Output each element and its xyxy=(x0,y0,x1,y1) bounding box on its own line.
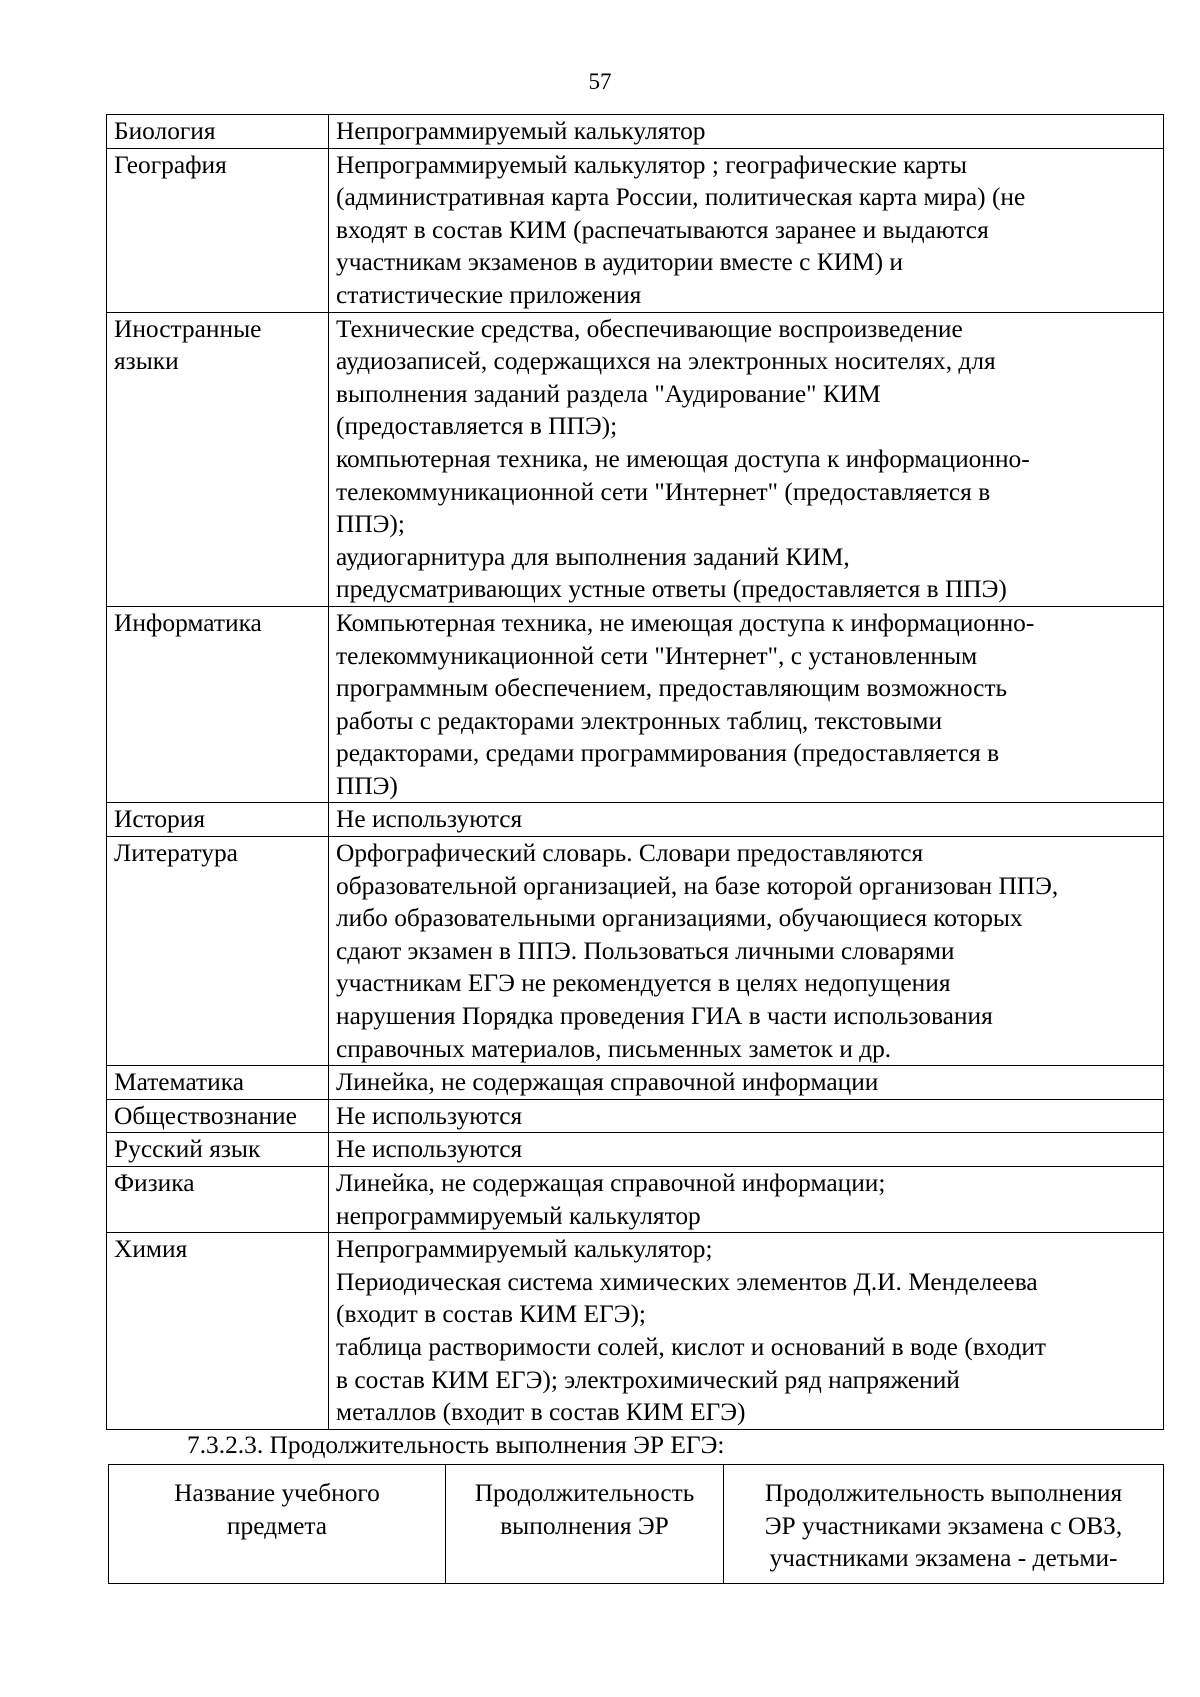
cell-text-line: компьютерная техника, не имеющая доступа к информационно- xyxy=(336,444,1030,473)
cell-text-line: металлов (входит в состав КИМ ЕГЭ) xyxy=(336,1398,746,1427)
cell-text-line: Технические средства, обеспечивающие воспроизведение xyxy=(336,314,963,343)
cell-text-line: аудиозаписей, содержащихся на электронных носителях, для xyxy=(336,347,996,376)
materials-cell xyxy=(329,312,1164,606)
table-row xyxy=(107,1066,1164,1100)
table-row xyxy=(107,1099,1164,1133)
cell-text-line: работы с редакторами электронных таблиц, текстовыми xyxy=(336,706,943,735)
subject-cell xyxy=(107,803,329,837)
cell-text-line: программным обеспечением, предоставляющим возможность xyxy=(336,674,1008,703)
cell-text-line: ППЭ) xyxy=(336,771,398,800)
cell-text-line: История xyxy=(114,805,206,834)
cell-text-line: участниками экзамена - детьми- xyxy=(769,1544,1118,1573)
cell-text-line: Русский язык xyxy=(114,1135,261,1164)
cell-text-line: Химия xyxy=(114,1235,188,1264)
exam-duration-table xyxy=(108,1464,1164,1584)
table-row xyxy=(107,1133,1164,1167)
cell-text-line: Непрограммируемый калькулятор; xyxy=(336,1235,713,1264)
table-row xyxy=(107,115,1164,149)
subject-cell xyxy=(107,115,329,149)
cell-text-line: выполнения ЭР xyxy=(500,1511,669,1540)
table-row xyxy=(107,312,1164,606)
materials-cell xyxy=(329,606,1164,803)
cell-text-line: Не используются xyxy=(336,1101,523,1130)
cell-text-line: статистические приложения xyxy=(336,280,642,309)
cell-text-line: (административная карта России, политическая карта мира) (не xyxy=(336,183,1026,212)
cell-text-line: Не используются xyxy=(336,805,523,834)
cell-text-line: (входит в состав КИМ ЕГЭ); xyxy=(336,1300,646,1329)
cell-text-line: либо образовательными организациями, обучающиеся которых xyxy=(336,904,1023,933)
cell-text-line: Компьютерная техника, не имеющая доступа к информационно- xyxy=(336,608,1035,637)
cell-text-line: ППЭ); xyxy=(336,510,405,539)
cell-text-line: Иностранные xyxy=(114,314,262,343)
cell-text-line: справочных материалов, письменных заметок и др. xyxy=(336,1034,892,1063)
cell-text-line: Математика xyxy=(114,1068,244,1097)
cell-text-line: предмета xyxy=(226,1511,328,1540)
cell-text-line: участникам ЕГЭ не рекомендуется в целях недопущения xyxy=(336,969,951,998)
cell-text-line: Орфографический словарь. Словари предоставляются xyxy=(336,839,924,868)
duration-header-cell xyxy=(109,1465,446,1584)
cell-text-line: непрограммируемый калькулятор xyxy=(336,1201,701,1230)
subject-cell xyxy=(107,1233,329,1430)
cell-text-line: нарушения Порядка проведения ГИА в части использования xyxy=(336,1002,993,1031)
subject-cell xyxy=(107,1133,329,1167)
cell-text-line: Информатика xyxy=(114,608,262,637)
cell-text-line: Непрограммируемый калькулятор ; географические карты xyxy=(336,150,967,179)
table-row xyxy=(107,1167,1164,1233)
exam-materials-table xyxy=(106,114,1164,1430)
cell-text-line: Не используются xyxy=(336,1135,523,1164)
table-row xyxy=(107,837,1164,1066)
exam-materials-table-body xyxy=(107,115,1164,1430)
duration-header-cell xyxy=(446,1465,724,1584)
subject-cell xyxy=(107,1099,329,1133)
materials-cell xyxy=(329,837,1164,1066)
cell-text-line: входят в состав КИМ (распечатываются заранее и выдаются xyxy=(336,215,989,244)
cell-text-line: аудиогарнитура для выполнения заданий КИМ, xyxy=(336,542,850,571)
section-heading: 7.3.2.3. Продолжительность выполнения ЭР ЕГЭ: xyxy=(187,1431,725,1459)
materials-cell xyxy=(329,115,1164,149)
materials-cell xyxy=(329,1167,1164,1233)
table-row xyxy=(107,1233,1164,1430)
duration-header-cell xyxy=(724,1465,1164,1584)
cell-text-line: Биология xyxy=(114,117,216,145)
subject-cell xyxy=(107,837,329,1066)
cell-text-line: в состав КИМ ЕГЭ); электрохимический ряд напряжений xyxy=(336,1365,960,1394)
subject-cell xyxy=(107,1167,329,1233)
cell-text-line: телекоммуникационной сети "Интернет", с установленным xyxy=(336,641,978,670)
cell-text-line: редакторами, средами программирования (предоставляется в xyxy=(336,739,1000,768)
cell-text-line: телекоммуникационной сети "Интернет" (предоставляется в xyxy=(336,477,991,506)
materials-cell xyxy=(329,1233,1164,1430)
duration-table-header-row xyxy=(109,1465,1164,1584)
cell-text-line: языки xyxy=(114,347,179,376)
subject-cell xyxy=(107,148,329,312)
page-number: 57 xyxy=(588,69,612,94)
cell-text-line: Название учебного xyxy=(174,1479,380,1507)
materials-cell xyxy=(329,803,1164,837)
cell-text-line: участникам экзаменов в аудитории вместе с КИМ) и xyxy=(336,248,904,277)
subject-cell xyxy=(107,312,329,606)
table-row xyxy=(107,606,1164,803)
cell-text-line: География xyxy=(114,150,227,179)
cell-text-line: сдают экзамен в ППЭ. Пользоваться личными словарями xyxy=(336,936,955,965)
materials-cell xyxy=(329,1099,1164,1133)
cell-text-line: Непрограммируемый калькулятор xyxy=(336,117,706,145)
materials-cell xyxy=(329,148,1164,312)
cell-text-line: таблица растворимости солей, кислот и оснований в воде (входит xyxy=(336,1332,1047,1361)
cell-text-line: Физика xyxy=(114,1169,195,1197)
cell-text-line: Линейка, не содержащая справочной информации; xyxy=(336,1169,886,1197)
cell-text-line: Литература xyxy=(114,839,238,868)
cell-text-line: (предоставляется в ППЭ); xyxy=(336,412,618,441)
subject-cell xyxy=(107,1066,329,1100)
materials-cell xyxy=(329,1066,1164,1100)
materials-cell xyxy=(329,1133,1164,1167)
cell-text-line: Продолжительность xyxy=(474,1479,695,1507)
cell-text-line: предусматривающих устные ответы (предоставляется в ППЭ) xyxy=(336,575,1007,604)
table-row xyxy=(107,803,1164,837)
table-row xyxy=(107,148,1164,312)
cell-text-line: образовательной организацией, на базе которой организован ППЭ, xyxy=(336,871,1059,900)
cell-text-line: ЭР участниками экзамена с ОВЗ, xyxy=(764,1511,1123,1540)
cell-text-line: Продолжительность выполнения xyxy=(764,1479,1123,1507)
cell-text-line: Периодическая система химических элементов Д.И. Менделеева xyxy=(336,1267,1038,1296)
cell-text-line: выполнения заданий раздела "Аудирование" КИМ xyxy=(336,379,881,408)
cell-text-line: Обществознание xyxy=(114,1101,297,1130)
cell-text-line: Линейка, не содержащая справочной информации xyxy=(336,1068,879,1097)
subject-cell xyxy=(107,606,329,803)
